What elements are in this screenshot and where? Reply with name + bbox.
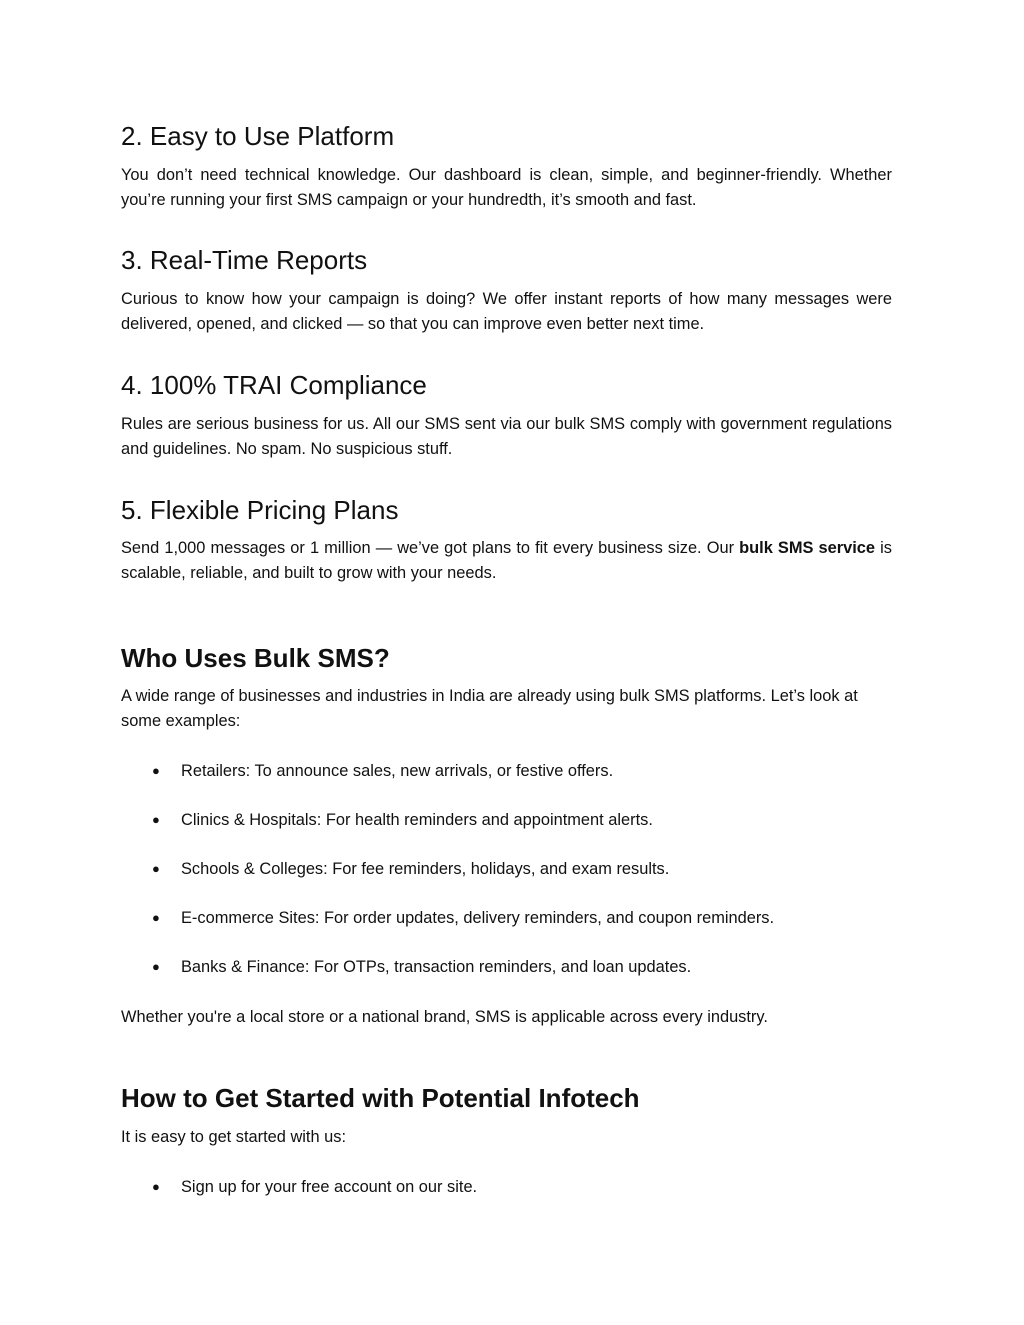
section-heading-easy-to-use: 2. Easy to Use Platform [121, 121, 395, 151]
section-heading-real-time-reports: 3. Real-Time Reports [121, 245, 368, 275]
list-item-text: Schools & Colleges: For fee reminders, holidays, and exam results. [181, 860, 670, 878]
who-uses-heading: Who Uses Bulk SMS? [121, 643, 390, 673]
bullet-icon: ● [152, 959, 160, 974]
who-uses-intro: A wide range of businesses and industries in India are already using bulk SMS platforms. Let’s look at some examples: [121, 687, 858, 730]
list-item-text: E-commerce Sites: For order updates, delivery reminders, and coupon reminders. [181, 909, 775, 927]
pricing-text-after: is scalable, reliable, and built to grow with your needs. [121, 539, 892, 582]
section-body-real-time-reports: Curious to know how your campaign is doing? We offer instant reports of how many messages were delivered, opened, and clicked — so that you can improve even better next time. [121, 290, 892, 333]
list-item-text: Banks & Finance: For OTPs, transaction reminders, and loan updates. [181, 958, 692, 976]
list-item-text: Retailers: To announce sales, new arrivals, or festive offers. [181, 762, 614, 780]
get-started-intro: It is easy to get started with us: [121, 1128, 347, 1146]
pricing-text-before: Send 1,000 messages or 1 million — we’ve got plans to fit every business size. Our [121, 539, 740, 557]
section-heading-flexible-pricing: 5. Flexible Pricing Plans [121, 495, 399, 525]
bullet-icon: ● [152, 910, 160, 925]
bulk-sms-service-bold: bulk SMS service [739, 539, 876, 557]
get-started-heading: How to Get Started with Potential Infotech [121, 1083, 640, 1113]
section-body-trai-compliance: Rules are serious business for us. All our SMS sent via our bulk SMS comply with government regulations and guidelines. No spam. No suspicious stuff. [121, 415, 892, 458]
list-item-text: Clinics & Hospitals: For health reminders and appointment alerts. [181, 811, 653, 829]
section-heading-trai-compliance: 4. 100% TRAI Compliance [121, 370, 427, 400]
bullet-icon: ● [152, 812, 160, 827]
list-item-text: Sign up for your free account on our site. [181, 1178, 478, 1196]
bullet-icon: ● [152, 1179, 160, 1194]
bullet-icon: ● [152, 861, 160, 876]
section-body-flexible-pricing [121, 536, 892, 585]
section-body-easy-to-use: You don’t need technical knowledge. Our dashboard is clean, simple, and beginner-friendly. Whether you’re running your first SMS campaign or your hundredth, it’s smooth and fast. [121, 166, 892, 209]
who-uses-closing: Whether you're a local store or a national brand, SMS is applicable across every industry. [121, 1008, 768, 1026]
bullet-icon: ● [152, 763, 160, 778]
